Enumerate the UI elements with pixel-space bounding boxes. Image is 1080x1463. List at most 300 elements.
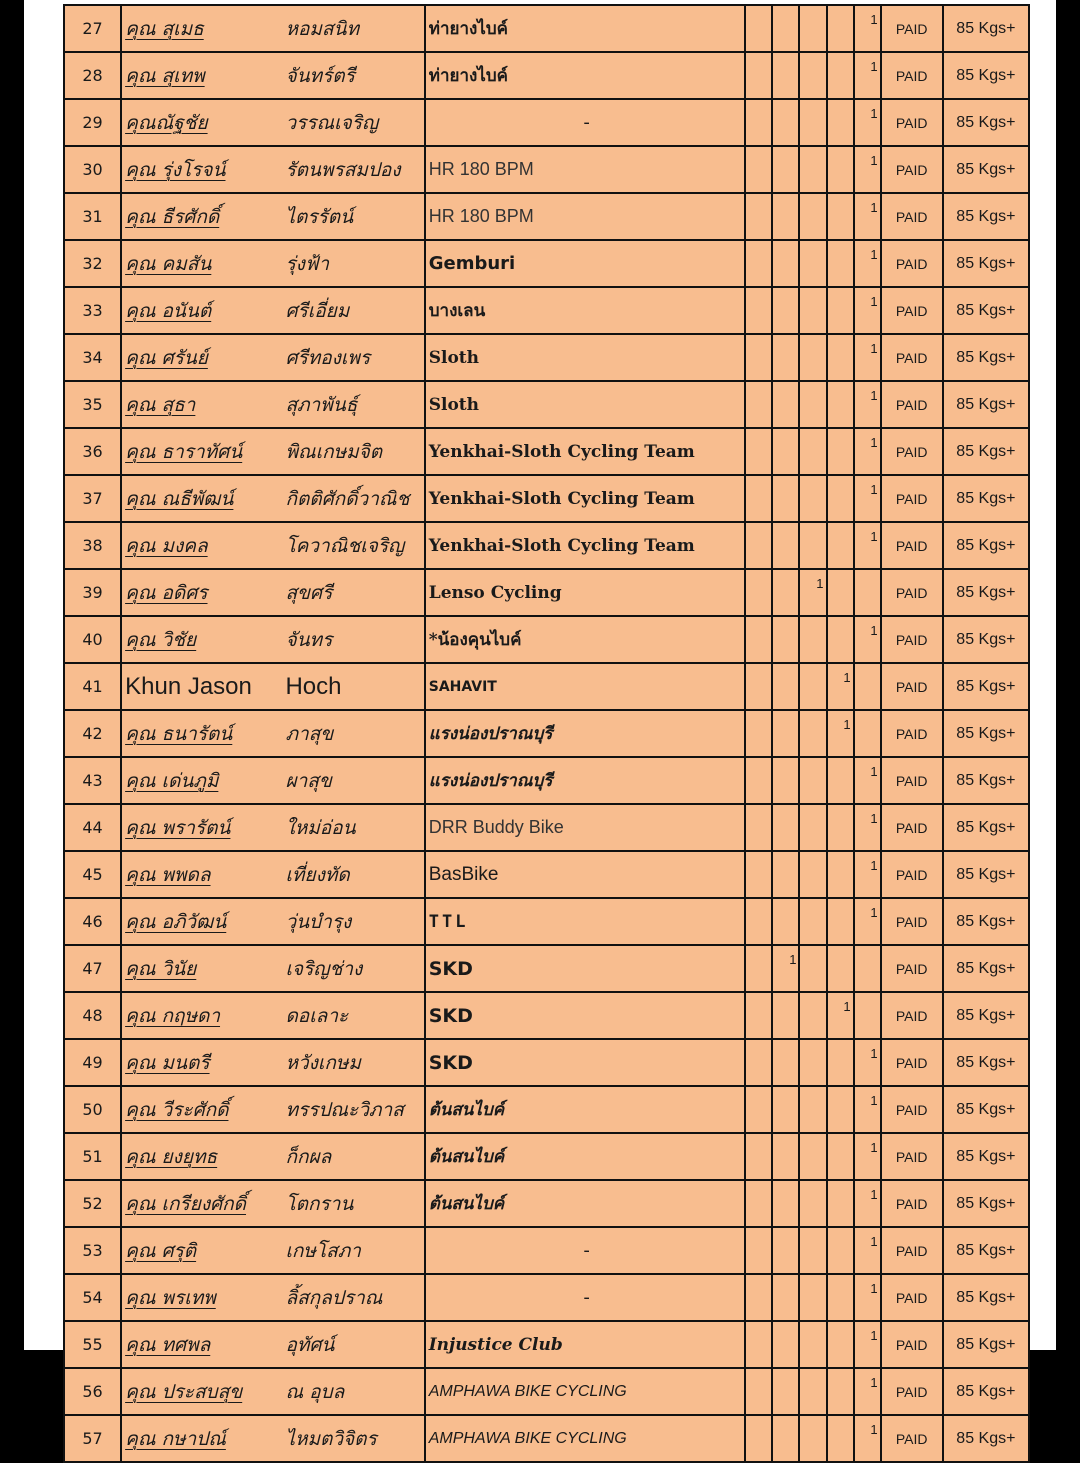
first-name: คุณ มงคล — [121, 522, 281, 569]
last-name: ไตรรัตน์ — [281, 193, 424, 240]
row-number: 29 — [64, 99, 121, 146]
first-name: คุณ ธาราทัศน์ — [121, 428, 281, 475]
first-name: คุณ รุ่งโรจน์ — [121, 146, 281, 193]
first-name: คุณ วินัย — [121, 945, 281, 992]
weight-class: 85 Kgs+ — [943, 1321, 1029, 1368]
category-mark — [799, 1227, 826, 1274]
category-mark — [745, 616, 772, 663]
team-name: ต้นสนไบค์ — [425, 1180, 746, 1227]
category-mark — [772, 381, 799, 428]
payment-status: PAID — [881, 851, 943, 898]
category-mark — [799, 146, 826, 193]
weight-class: 85 Kgs+ — [943, 804, 1029, 851]
row-number: 50 — [64, 1086, 121, 1133]
category-mark — [827, 945, 854, 992]
row-number: 41 — [64, 663, 121, 710]
last-name: ดอเลาะ — [281, 992, 424, 1039]
row-number: 27 — [64, 5, 121, 52]
category-mark — [745, 146, 772, 193]
category-mark — [799, 1274, 826, 1321]
payment-status: PAID — [881, 710, 943, 757]
category-mark — [772, 522, 799, 569]
category-mark — [799, 334, 826, 381]
row-number: 57 — [64, 1415, 121, 1462]
row-number: 36 — [64, 428, 121, 475]
weight-class: 85 Kgs+ — [943, 663, 1029, 710]
category-mark — [854, 710, 881, 757]
category-mark: 1 — [854, 1133, 881, 1180]
last-name: เจริญช่าง — [281, 945, 424, 992]
row-number: 48 — [64, 992, 121, 1039]
team-name: BasBike — [425, 851, 746, 898]
category-mark — [799, 663, 826, 710]
weight-class: 85 Kgs+ — [943, 52, 1029, 99]
table-row — [64, 945, 1029, 992]
table-row — [64, 663, 1029, 710]
table-row — [64, 1086, 1029, 1133]
payment-status: PAID — [881, 804, 943, 851]
category-mark — [827, 616, 854, 663]
team-name: ท่ายางไบค์ — [425, 52, 746, 99]
first-name: คุณ เด่นภูมิ — [121, 757, 281, 804]
table-row — [64, 146, 1029, 193]
team-name: บางเลน — [425, 287, 746, 334]
category-mark — [827, 1274, 854, 1321]
last-name: จันทร — [281, 616, 424, 663]
table-row — [64, 992, 1029, 1039]
team-name: SKD — [425, 945, 746, 992]
row-number: 28 — [64, 52, 121, 99]
payment-status: PAID — [881, 1086, 943, 1133]
category-mark: 1 — [827, 663, 854, 710]
team-name: Injustice Club — [425, 1321, 746, 1368]
payment-status: PAID — [881, 1321, 943, 1368]
category-mark — [745, 945, 772, 992]
row-number: 52 — [64, 1180, 121, 1227]
team-name: *น้องคุนไบค์ — [425, 616, 746, 663]
category-mark: 1 — [854, 334, 881, 381]
category-mark — [745, 851, 772, 898]
category-mark — [799, 945, 826, 992]
team-name: HR 180 BPM — [425, 146, 746, 193]
category-mark — [772, 1321, 799, 1368]
payment-status: PAID — [881, 475, 943, 522]
payment-status: PAID — [881, 522, 943, 569]
first-name: คุณ ศรุติ — [121, 1227, 281, 1274]
weight-class: 85 Kgs+ — [943, 99, 1029, 146]
category-mark — [799, 475, 826, 522]
category-mark — [827, 52, 854, 99]
category-mark — [772, 475, 799, 522]
category-mark — [799, 757, 826, 804]
weight-class: 85 Kgs+ — [943, 1086, 1029, 1133]
category-mark — [772, 5, 799, 52]
row-number: 40 — [64, 616, 121, 663]
category-mark: 1 — [854, 851, 881, 898]
category-mark — [772, 1039, 799, 1086]
category-mark — [799, 193, 826, 240]
category-mark — [799, 287, 826, 334]
first-name: คุณ ณธีพัฒน์ — [121, 475, 281, 522]
first-name: คุณ อนันต์ — [121, 287, 281, 334]
category-mark — [772, 146, 799, 193]
row-number: 46 — [64, 898, 121, 945]
category-mark: 1 — [854, 193, 881, 240]
weight-class: 85 Kgs+ — [943, 851, 1029, 898]
category-mark — [799, 1180, 826, 1227]
category-mark: 1 — [854, 804, 881, 851]
weight-class: 85 Kgs+ — [943, 334, 1029, 381]
category-mark — [827, 193, 854, 240]
last-name: ศรีทองเพร — [281, 334, 424, 381]
payment-status: PAID — [881, 287, 943, 334]
payment-status: PAID — [881, 616, 943, 663]
payment-status: PAID — [881, 240, 943, 287]
category-mark — [772, 851, 799, 898]
table-row — [64, 1039, 1029, 1086]
team-name: Yenkhai-Sloth Cycling Team — [425, 475, 746, 522]
category-mark — [799, 898, 826, 945]
team-name: AMPHAWA BIKE CYCLING — [425, 1368, 746, 1415]
payment-status: PAID — [881, 1415, 943, 1462]
row-number: 56 — [64, 1368, 121, 1415]
category-mark — [799, 99, 826, 146]
first-name: คุณ สุเมธ — [121, 5, 281, 52]
team-name: Sloth — [425, 381, 746, 428]
category-mark — [745, 663, 772, 710]
weight-class: 85 Kgs+ — [943, 945, 1029, 992]
category-mark: 1 — [854, 522, 881, 569]
table-row — [64, 898, 1029, 945]
payment-status: PAID — [881, 569, 943, 616]
category-mark — [772, 1133, 799, 1180]
category-mark: 1 — [772, 945, 799, 992]
category-mark — [745, 1368, 772, 1415]
category-mark — [745, 569, 772, 616]
category-mark — [772, 428, 799, 475]
table-row — [64, 1321, 1029, 1368]
category-mark — [827, 1039, 854, 1086]
first-name: คุณ พรารัตน์ — [121, 804, 281, 851]
first-name: คุณ กษาปณ์ — [121, 1415, 281, 1462]
weight-class: 85 Kgs+ — [943, 898, 1029, 945]
category-mark — [745, 1086, 772, 1133]
category-mark — [799, 428, 826, 475]
table-row — [64, 1368, 1029, 1415]
category-mark — [745, 287, 772, 334]
category-mark — [745, 992, 772, 1039]
team-name: DRR Buddy Bike — [425, 804, 746, 851]
table-row — [64, 851, 1029, 898]
payment-status: PAID — [881, 146, 943, 193]
category-mark — [827, 381, 854, 428]
table-row — [64, 1274, 1029, 1321]
payment-status: PAID — [881, 52, 943, 99]
table-row — [64, 616, 1029, 663]
category-mark: 1 — [854, 616, 881, 663]
last-name: โตกราน — [281, 1180, 424, 1227]
last-name: ผาสุข — [281, 757, 424, 804]
first-name: คุณ ธนารัตน์ — [121, 710, 281, 757]
category-mark — [745, 5, 772, 52]
category-mark — [772, 757, 799, 804]
category-mark — [745, 522, 772, 569]
weight-class: 85 Kgs+ — [943, 1180, 1029, 1227]
category-mark — [799, 1086, 826, 1133]
category-mark — [827, 1086, 854, 1133]
table-row — [64, 475, 1029, 522]
team-name: AMPHAWA BIKE CYCLING — [425, 1415, 746, 1462]
team-name: - — [425, 1274, 746, 1321]
category-mark — [799, 616, 826, 663]
row-number: 53 — [64, 1227, 121, 1274]
category-mark — [799, 5, 826, 52]
category-mark: 1 — [799, 569, 826, 616]
category-mark: 1 — [854, 287, 881, 334]
category-mark — [772, 287, 799, 334]
table-row — [64, 381, 1029, 428]
category-mark: 1 — [854, 475, 881, 522]
weight-class: 85 Kgs+ — [943, 146, 1029, 193]
weight-class: 85 Kgs+ — [943, 287, 1029, 334]
last-name: ใหม่อ่อน — [281, 804, 424, 851]
last-name: Hoch — [281, 663, 424, 710]
first-name: คุณณัฐชัย — [121, 99, 281, 146]
payment-status: PAID — [881, 1133, 943, 1180]
payment-status: PAID — [881, 945, 943, 992]
table-row — [64, 1227, 1029, 1274]
table-row — [64, 193, 1029, 240]
team-name: Yenkhai-Sloth Cycling Team — [425, 428, 746, 475]
payment-status: PAID — [881, 1368, 943, 1415]
row-number: 34 — [64, 334, 121, 381]
category-mark: 1 — [854, 146, 881, 193]
first-name: คุณ กฤษดา — [121, 992, 281, 1039]
category-mark: 1 — [854, 5, 881, 52]
category-mark — [799, 240, 826, 287]
row-number: 43 — [64, 757, 121, 804]
category-mark — [772, 992, 799, 1039]
category-mark — [827, 851, 854, 898]
category-mark: 1 — [854, 1039, 881, 1086]
category-mark — [772, 710, 799, 757]
payment-status: PAID — [881, 663, 943, 710]
last-name: ไหมตวิจิตร — [281, 1415, 424, 1462]
category-mark — [745, 1039, 772, 1086]
row-number: 49 — [64, 1039, 121, 1086]
row-number: 33 — [64, 287, 121, 334]
row-number: 31 — [64, 193, 121, 240]
category-mark — [745, 1133, 772, 1180]
weight-class: 85 Kgs+ — [943, 428, 1029, 475]
weight-class: 85 Kgs+ — [943, 757, 1029, 804]
row-number: 32 — [64, 240, 121, 287]
table-row — [64, 522, 1029, 569]
category-mark — [827, 475, 854, 522]
team-name: SAHAVIT — [425, 663, 746, 710]
payment-status: PAID — [881, 334, 943, 381]
category-mark — [772, 52, 799, 99]
row-number: 42 — [64, 710, 121, 757]
category-mark — [827, 287, 854, 334]
last-name: หวังเกษม — [281, 1039, 424, 1086]
team-name: Gemburi — [425, 240, 746, 287]
last-name: วรรณเจริญ — [281, 99, 424, 146]
last-name: อุทัศน์ — [281, 1321, 424, 1368]
table-row — [64, 99, 1029, 146]
weight-class: 85 Kgs+ — [943, 569, 1029, 616]
table-row — [64, 428, 1029, 475]
category-mark: 1 — [854, 1321, 881, 1368]
category-mark — [772, 1274, 799, 1321]
first-name: คุณ ยงยุทธ — [121, 1133, 281, 1180]
category-mark — [799, 1133, 826, 1180]
last-name: สุขศรี — [281, 569, 424, 616]
category-mark — [772, 663, 799, 710]
row-number: 51 — [64, 1133, 121, 1180]
payment-status: PAID — [881, 99, 943, 146]
participant-table — [63, 4, 1030, 1463]
first-name: คุณ วีระศักดิ์ — [121, 1086, 281, 1133]
team-name: Yenkhai-Sloth Cycling Team — [425, 522, 746, 569]
first-name: คุณ ศรันย์ — [121, 334, 281, 381]
weight-class: 85 Kgs+ — [943, 522, 1029, 569]
last-name: เที่ยงทัด — [281, 851, 424, 898]
participant-table-body — [64, 5, 1029, 1462]
last-name: ทรรปณะวิภาส — [281, 1086, 424, 1133]
category-mark: 1 — [854, 1227, 881, 1274]
weight-class: 85 Kgs+ — [943, 1133, 1029, 1180]
table-row — [64, 52, 1029, 99]
weight-class: 85 Kgs+ — [943, 1039, 1029, 1086]
category-mark — [827, 428, 854, 475]
category-mark — [745, 1321, 772, 1368]
category-mark — [772, 616, 799, 663]
row-number: 39 — [64, 569, 121, 616]
category-mark — [745, 1415, 772, 1462]
payment-status: PAID — [881, 1274, 943, 1321]
category-mark — [745, 1227, 772, 1274]
team-name: - — [425, 1227, 746, 1274]
category-mark: 1 — [854, 52, 881, 99]
category-mark — [854, 569, 881, 616]
first-name: คุณ อดิศร — [121, 569, 281, 616]
category-mark: 1 — [854, 1180, 881, 1227]
table-row — [64, 1415, 1029, 1462]
weight-class: 85 Kgs+ — [943, 992, 1029, 1039]
category-mark — [745, 1180, 772, 1227]
category-mark — [827, 146, 854, 193]
team-name: SKD — [425, 1039, 746, 1086]
category-mark — [745, 52, 772, 99]
category-mark — [827, 1321, 854, 1368]
last-name: รัตนพรสมปอง — [281, 146, 424, 193]
category-mark — [745, 757, 772, 804]
weight-class: 85 Kgs+ — [943, 1274, 1029, 1321]
row-number: 44 — [64, 804, 121, 851]
category-mark: 1 — [854, 1415, 881, 1462]
category-mark — [772, 1227, 799, 1274]
last-name: พิณเกษมจิต — [281, 428, 424, 475]
weight-class: 85 Kgs+ — [943, 710, 1029, 757]
category-mark — [827, 1227, 854, 1274]
weight-class: 85 Kgs+ — [943, 381, 1029, 428]
team-name: แรงน่องปราณบุรี — [425, 757, 746, 804]
category-mark — [799, 1415, 826, 1462]
category-mark — [799, 851, 826, 898]
category-mark — [745, 381, 772, 428]
category-mark — [827, 1180, 854, 1227]
category-mark — [827, 569, 854, 616]
row-number: 30 — [64, 146, 121, 193]
team-name: - — [425, 99, 746, 146]
row-number: 37 — [64, 475, 121, 522]
table-row — [64, 569, 1029, 616]
category-mark — [772, 1086, 799, 1133]
payment-status: PAID — [881, 1227, 943, 1274]
payment-status: PAID — [881, 1039, 943, 1086]
category-mark — [772, 240, 799, 287]
category-mark — [854, 945, 881, 992]
last-name: โควาณิชเจริญ — [281, 522, 424, 569]
last-name: วุ่นบำรุง — [281, 898, 424, 945]
payment-status: PAID — [881, 992, 943, 1039]
weight-class: 85 Kgs+ — [943, 1368, 1029, 1415]
table-row — [64, 334, 1029, 381]
category-mark — [772, 1415, 799, 1462]
category-mark — [827, 1415, 854, 1462]
first-name: คุณ ประสบสุข — [121, 1368, 281, 1415]
last-name: กิตติศักดิ์วาณิช — [281, 475, 424, 522]
payment-status: PAID — [881, 5, 943, 52]
last-name: หอมสนิท — [281, 5, 424, 52]
row-number: 54 — [64, 1274, 121, 1321]
weight-class: 85 Kgs+ — [943, 193, 1029, 240]
category-mark — [745, 428, 772, 475]
category-mark — [827, 1368, 854, 1415]
table-row — [64, 5, 1029, 52]
table-row — [64, 287, 1029, 334]
weight-class: 85 Kgs+ — [943, 240, 1029, 287]
weight-class: 85 Kgs+ — [943, 475, 1029, 522]
category-mark — [799, 992, 826, 1039]
table-row — [64, 1133, 1029, 1180]
weight-class: 85 Kgs+ — [943, 5, 1029, 52]
category-mark: 1 — [827, 992, 854, 1039]
first-name: คุณ พพดล — [121, 851, 281, 898]
payment-status: PAID — [881, 381, 943, 428]
weight-class: 85 Kgs+ — [943, 616, 1029, 663]
first-name: คุณ สุธา — [121, 381, 281, 428]
category-mark: 1 — [854, 1086, 881, 1133]
last-name: ศรีเอี่ยม — [281, 287, 424, 334]
category-mark — [772, 334, 799, 381]
first-name: คุณ คมสัน — [121, 240, 281, 287]
category-mark — [827, 898, 854, 945]
first-name: คุณ มนตรี — [121, 1039, 281, 1086]
category-mark — [827, 5, 854, 52]
category-mark — [745, 334, 772, 381]
weight-class: 85 Kgs+ — [943, 1227, 1029, 1274]
payment-status: PAID — [881, 193, 943, 240]
payment-status: PAID — [881, 1180, 943, 1227]
row-number: 35 — [64, 381, 121, 428]
team-name: HR 180 BPM — [425, 193, 746, 240]
category-mark — [745, 898, 772, 945]
payment-status: PAID — [881, 757, 943, 804]
team-name: ท่ายางไบค์ — [425, 5, 746, 52]
category-mark — [799, 522, 826, 569]
